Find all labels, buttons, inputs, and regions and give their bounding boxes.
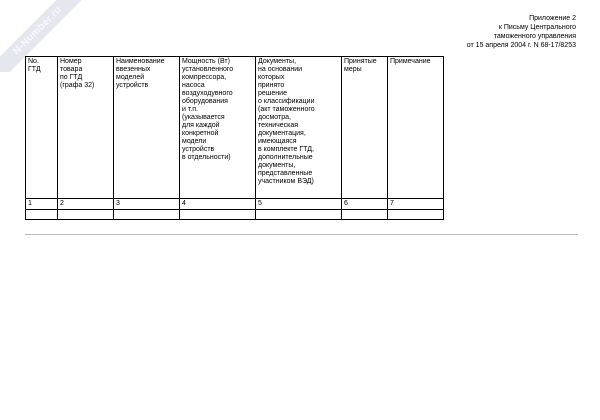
column-header-notes: Примечание <box>388 57 444 199</box>
column-number: 6 <box>342 199 388 210</box>
column-header-gtd-number: No. ГТД <box>26 57 58 199</box>
column-number: 7 <box>388 199 444 210</box>
table-header-row <box>26 57 444 199</box>
appendix-date-number: от 15 апреля 2004 г. N 68-17/8253 <box>466 42 576 49</box>
appendix-header-note <box>356 14 576 50</box>
classification-table <box>25 56 444 220</box>
table-cell <box>180 210 256 220</box>
table-cell <box>26 210 58 220</box>
appendix-letter-ref: к Письму Центрального <box>498 24 576 31</box>
column-header-item-number: Номер товара по ГТД (графа 32) <box>58 57 114 199</box>
column-number: 2 <box>58 199 114 210</box>
column-header-documents: Документы, на основании которых принято решение о классификации (акт таможенного досмотра, техническая документация, имеющаяся в комплекте ГТД, дополнительные документы, представленные участником ВЭД) <box>256 57 342 199</box>
table-cell <box>388 210 444 220</box>
column-number: 3 <box>114 199 180 210</box>
column-number-row <box>26 199 444 210</box>
column-header-measures: Принятые меры <box>342 57 388 199</box>
table-cell <box>58 210 114 220</box>
column-number: 5 <box>256 199 342 210</box>
appendix-number: Приложение 2 <box>529 15 576 22</box>
column-header-model-name: Наименование ввезенных моделей устройств <box>114 57 180 199</box>
table-cell <box>256 210 342 220</box>
page-divider <box>25 234 578 235</box>
table-cell <box>342 210 388 220</box>
column-header-power: Мощность (Вт) установленного компрессора, насоса воздуходувного оборудования и т.п. (указывается для каждой конкретной модели устройств в отдельности) <box>180 57 256 199</box>
watermark-text: N-Number.ru <box>11 4 65 58</box>
empty-data-row <box>26 210 444 220</box>
column-number: 4 <box>180 199 256 210</box>
appendix-authority: таможенного управления <box>493 33 576 40</box>
table-cell <box>114 210 180 220</box>
column-number: 1 <box>26 199 58 210</box>
